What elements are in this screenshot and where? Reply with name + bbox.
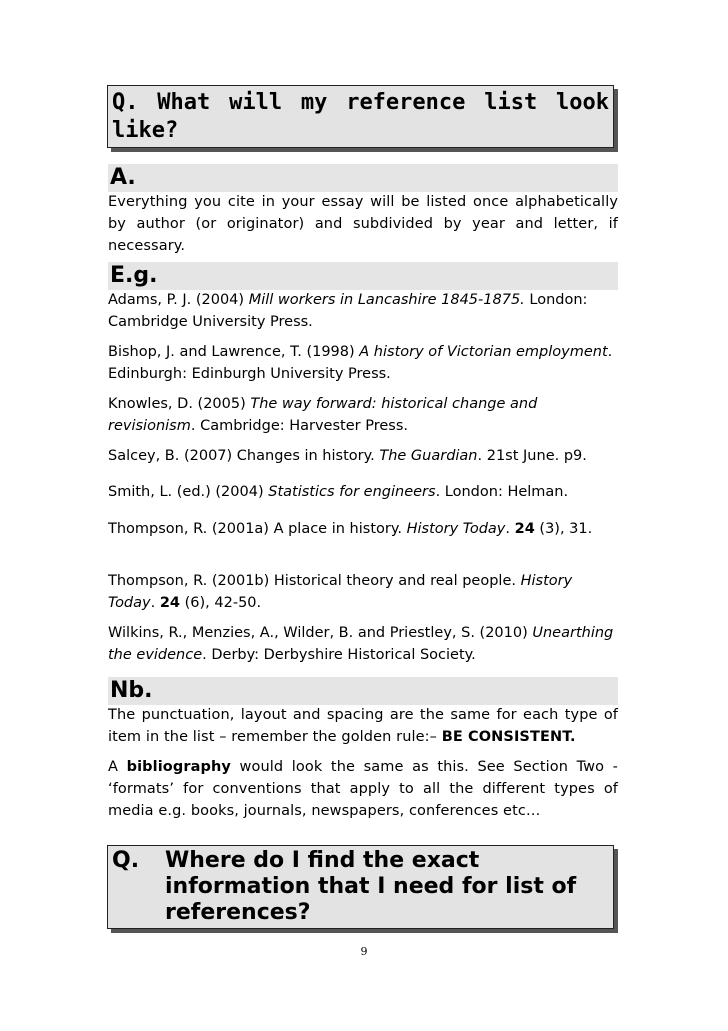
reference-item bbox=[108, 445, 618, 467]
reference-item bbox=[108, 341, 618, 385]
ref-volume: 24 bbox=[159, 595, 181, 611]
ref-publisher: London: Cambridge University Press. bbox=[108, 292, 588, 330]
nb-paragraph-1 bbox=[108, 704, 618, 748]
ref-issue: (6), 42-50. bbox=[180, 595, 262, 611]
reference-item bbox=[108, 570, 618, 614]
ref-title: The Guardian bbox=[379, 448, 478, 464]
ref-author: Thompson, R. (2001b) Historical theory and real people. bbox=[108, 573, 521, 589]
question-1-line-1: Q. What will my reference list look bbox=[112, 90, 609, 115]
reference-item bbox=[108, 289, 618, 333]
reference-item bbox=[108, 518, 618, 540]
ref-author: Salcey, B. (2007) Changes in history. bbox=[108, 448, 380, 464]
ref-title: The way forward: historical change and revisionism bbox=[108, 396, 538, 434]
nb-p2-bold: bibliography bbox=[126, 759, 231, 775]
question-box-1 bbox=[107, 85, 614, 148]
ref-title: Mill workers in Lancashire 1845-1875. bbox=[248, 292, 525, 308]
answer-body: Everything you cite in your essay will be listed once alphabetically by author (or originator) and subdivided by year and letter, if necessary. bbox=[108, 194, 618, 254]
reference-item bbox=[108, 481, 618, 503]
ref-title: A history of Victorian employment bbox=[359, 344, 608, 360]
ref-title: Statistics for engineers bbox=[268, 484, 436, 500]
nb-p1-text: The punctuation, layout and spacing are the same for each type of item in the list – remember the golden rule:– bbox=[108, 707, 618, 745]
ref-publisher: . Derby: Derbyshire Historical Society. bbox=[202, 647, 476, 663]
ref-publisher: . London: Helman. bbox=[435, 484, 569, 500]
answer-heading: A. bbox=[108, 164, 618, 192]
example-heading: E.g. bbox=[108, 262, 618, 290]
question-1-line-2: like? bbox=[112, 118, 179, 143]
ref-author: Smith, L. (ed.) (2004) bbox=[108, 484, 269, 500]
ref-sep: . bbox=[150, 595, 160, 611]
ref-title: History Today bbox=[108, 573, 573, 611]
ref-publisher: . 21st June. p9. bbox=[477, 448, 587, 464]
question-2-label: Q. bbox=[112, 848, 140, 873]
ref-volume: 24 bbox=[514, 521, 535, 537]
nb-p2-pre: A bbox=[108, 759, 127, 775]
ref-issue: (3), 31. bbox=[534, 521, 593, 537]
ref-title: Unearthing the evidence bbox=[108, 625, 614, 663]
ref-author: Adams, P. J. (2004) bbox=[108, 292, 249, 308]
ref-publisher: . Cambridge: Harvester Press. bbox=[190, 418, 408, 434]
nb-paragraph-2 bbox=[108, 756, 618, 822]
reference-item bbox=[108, 622, 618, 666]
question-2-text: Where do I find the exact information that I need for list of references? bbox=[165, 848, 577, 925]
ref-author: Wilkins, R., Menzies, A., Wilder, B. and Priestley, S. (2010) bbox=[108, 625, 533, 641]
ref-publisher: . Edinburgh: Edinburgh University Press. bbox=[108, 344, 613, 382]
reference-item bbox=[108, 393, 618, 437]
nb-p1-bold: BE CONSISTENT. bbox=[441, 729, 576, 745]
ref-author: Knowles, D. (2005) bbox=[108, 396, 251, 412]
ref-sep: . bbox=[505, 521, 515, 537]
question-box-2 bbox=[107, 845, 614, 929]
ref-author: Thompson, R. (2001a) A place in history. bbox=[108, 521, 407, 537]
ref-title: History Today bbox=[406, 521, 506, 537]
nb-p2-text: would look the same as this. See Section Two - ‘formats’ for conventions that apply to all the different types of media e.g. books, journals, newspapers, conferences etc… bbox=[108, 759, 618, 819]
page-number: 9 bbox=[360, 945, 368, 958]
ref-author: Bishop, J. and Lawrence, T. (1998) bbox=[108, 344, 360, 360]
nb-heading: Nb. bbox=[108, 677, 618, 705]
